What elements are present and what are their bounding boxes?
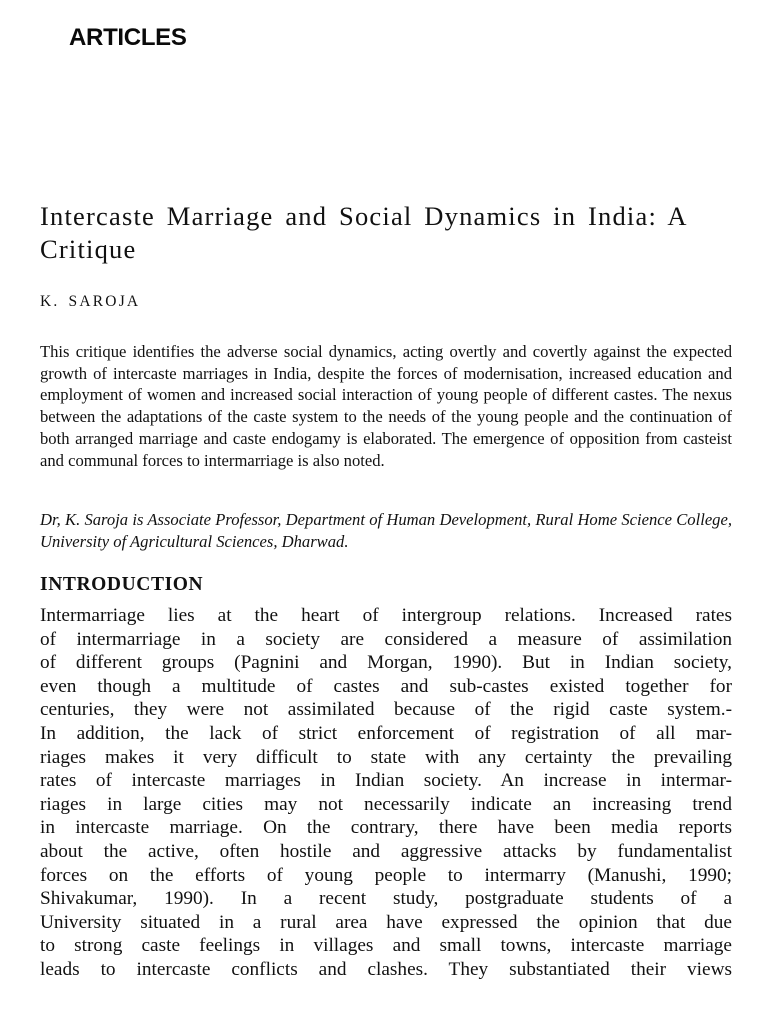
article-title: Intercaste Marriage and Social Dynamics in India: A Critique [40,201,687,264]
body-line: leads to intercaste conflicts and clashes. They substantiated their views [40,958,732,980]
body-line: centuries, they were not assimilated because of the rigid caste system.- [40,699,732,721]
body-line: to strong caste feelings in villages and small towns, intercaste marriage [40,935,732,957]
introduction-body [40,604,732,982]
body-line: of intermarriage in a society are considered a measure of assimilation [40,628,732,650]
body-line: rates of intercaste marriages in Indian society. An increase in intermar- [40,770,732,792]
section-heading-introduction: INTRODUCTION [40,574,204,595]
abstract: This critique identifies the adverse social dynamics, acting overtly and covertly against the expected growth of intercaste marriages in India, despite the forces of modernisation, increased education and employment of women and increased social interaction of young people of different castes. The nexus between the adaptations of the caste system to the needs of the young people and the continuation of both arranged marriage and caste endogamy is elaborated. The emergence of opposition from casteist and communal forces to intermarriage is also noted. [40,342,732,470]
section-label: ARTICLES [69,24,187,51]
body-line: of different groups (Pagnini and Morgan, 1990). But in Indian society, [40,652,732,674]
author-name: K. SAROJA [40,293,141,310]
body-line: riages makes it very difficult to state with any certainty the prevailing [40,746,732,768]
body-line: even though a multitude of castes and sub-castes existed together for [40,675,732,697]
body-line: Shivakumar, 1990). In a recent study, postgraduate students of a [40,888,732,910]
body-line: riages in large cities may not necessarily indicate an increasing trend [40,793,732,815]
author-affiliation: Dr, K. Saroja is Associate Professor, Department of Human Development, Rural Home Science College, University of Agricultural Sciences, Dharwad. [40,510,732,551]
body-line: Intermarriage lies at the heart of intergroup relations. Increased rates [40,605,732,626]
body-line: in intercaste marriage. On the contrary, there have been media reports [40,817,732,839]
body-line: University situated in a rural area have expressed the opinion that due [40,911,732,933]
body-line: about the active, often hostile and aggressive attacks by fundamentalist [40,840,732,862]
body-line: In addition, the lack of strict enforcement of registration of all mar- [40,722,732,744]
body-line: forces on the efforts of young people to intermarry (Manushi, 1990; [40,864,732,886]
